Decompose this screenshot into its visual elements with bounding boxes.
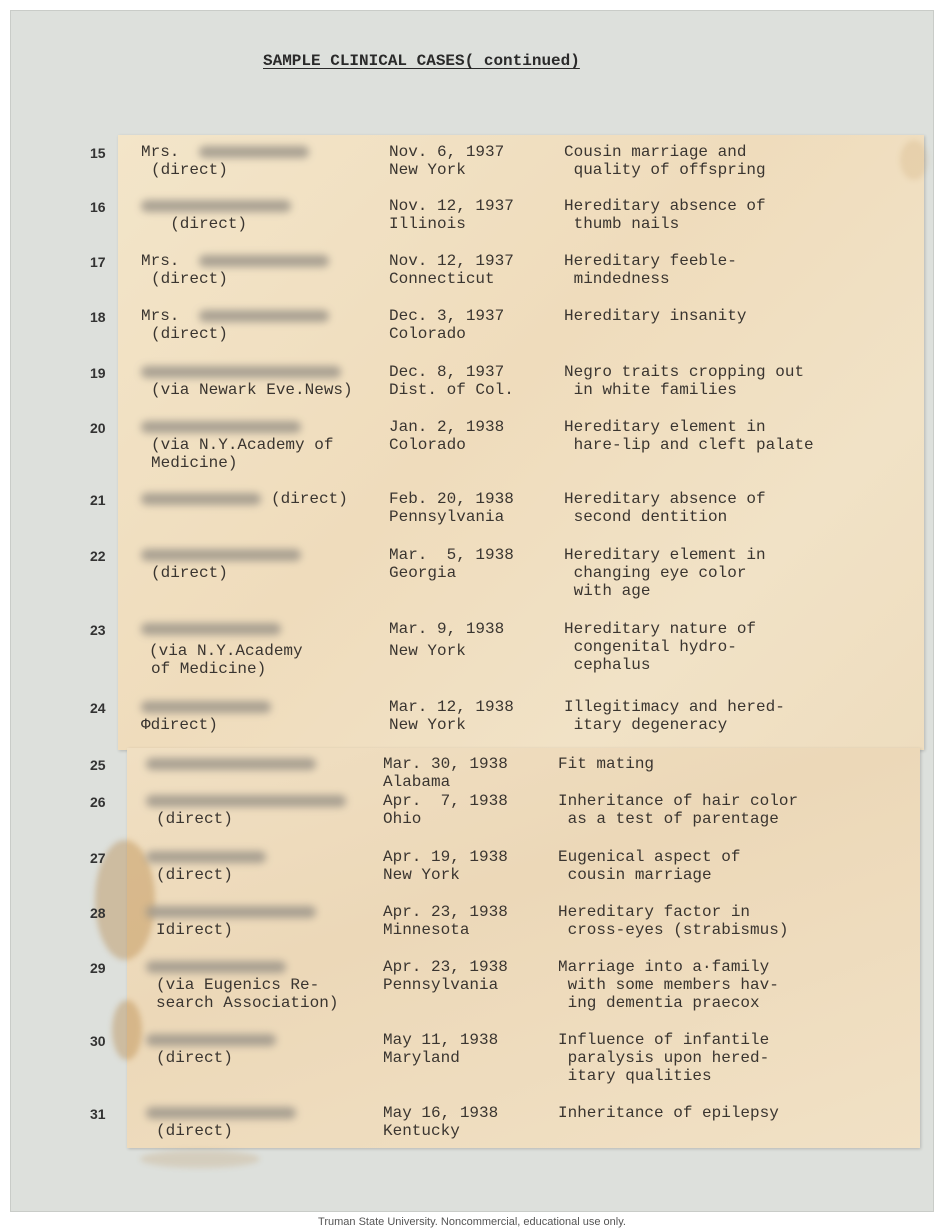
redacted-name — [146, 758, 316, 770]
case-location: New York — [389, 161, 466, 179]
case-location: Connecticut — [389, 270, 495, 288]
redacted-name — [146, 795, 346, 807]
case-subject-line: mindedness — [564, 270, 670, 288]
case-location: Dist. of Col. — [389, 381, 514, 399]
case-subject-line: Inheritance of epilepsy — [558, 1104, 779, 1122]
case-number: 29 — [90, 960, 106, 976]
case-location: New York — [389, 642, 466, 660]
case-location: Maryland — [383, 1049, 460, 1067]
case-subject-line: with some members hav- — [558, 976, 779, 994]
redacted-name — [146, 906, 316, 918]
referral-source: (direct) — [151, 270, 228, 288]
referral-source-cont: search Association) — [156, 994, 339, 1012]
name-prefix: Mrs. — [141, 307, 180, 325]
case-subject-line: Inheritance of hair color — [558, 792, 799, 810]
case-location: Alabama — [383, 773, 451, 791]
referral-source: (direct) — [151, 215, 248, 233]
case-subject-line: Hereditary factor in — [558, 903, 751, 921]
case-subject-line: Hereditary absence of — [564, 197, 766, 215]
case-date: Nov. 12, 1937 — [389, 197, 514, 215]
case-subject-line: cousin marriage — [558, 866, 712, 884]
case-date: Dec. 8, 1937 — [389, 363, 505, 381]
case-location: Ohio — [383, 810, 422, 828]
case-location: Colorado — [389, 436, 466, 454]
case-date: May 11, 1938 — [383, 1031, 499, 1049]
case-subject-line: Hereditary absence of — [564, 490, 766, 508]
name-prefix: Mrs. — [141, 252, 180, 270]
case-subject-line: changing eye color — [564, 564, 747, 582]
case-subject-line: itary degeneracy — [564, 716, 728, 734]
case-date: Mar. 12, 1938 — [389, 698, 514, 716]
case-date: Apr. 23, 1938 — [383, 958, 508, 976]
case-subject-line: Illegitimacy and hered- — [564, 698, 785, 716]
referral-source-cont: of Medicine) — [151, 660, 267, 678]
referral-source: (direct) — [151, 564, 228, 582]
referral-source: Idirect) — [156, 921, 233, 939]
page-title: SAMPLE CLINICAL CASES( continued) — [263, 52, 580, 70]
case-number: 31 — [90, 1106, 106, 1122]
case-number: 21 — [90, 492, 106, 508]
case-subject-line: cross-eyes (strabismus) — [558, 921, 789, 939]
case-number: 25 — [90, 757, 106, 773]
case-number: 23 — [90, 622, 106, 638]
case-number: 19 — [90, 365, 106, 381]
case-date: Dec. 3, 1937 — [389, 307, 505, 325]
copyright-credit: Truman State University. Noncommercial, educational use only. — [318, 1216, 626, 1228]
case-subject-line: Hereditary feeble- — [564, 252, 737, 270]
redacted-name — [141, 200, 291, 212]
case-location: Pennsylvania — [389, 508, 505, 526]
case-location: Georgia — [389, 564, 457, 582]
referral-source: (via N.Y.Academy — [149, 642, 303, 660]
case-subject-line: Hereditary element in — [564, 546, 766, 564]
case-date: Mar. 5, 1938 — [389, 546, 514, 564]
case-number: 30 — [90, 1033, 106, 1049]
redacted-name — [146, 961, 286, 973]
case-number: 24 — [90, 700, 106, 716]
case-location: Pennsylvania — [383, 976, 499, 994]
case-date: Jan. 2, 1938 — [389, 418, 505, 436]
name-prefix: Mrs. — [141, 143, 180, 161]
case-number: 28 — [90, 905, 106, 921]
redacted-name — [146, 851, 266, 863]
case-subject-line: in white families — [564, 381, 737, 399]
case-number: 17 — [90, 254, 106, 270]
redacted-name — [146, 1034, 276, 1046]
redacted-name — [199, 255, 329, 267]
case-subject-line: quality of offspring — [564, 161, 766, 179]
case-number: 22 — [90, 548, 106, 564]
case-subject-line: with age — [564, 582, 651, 600]
redacted-name — [141, 493, 261, 505]
referral-source: (direct) — [151, 161, 228, 179]
stain-mark — [140, 1150, 260, 1168]
case-subject-line: Cousin marriage and — [564, 143, 747, 161]
case-subject-line: Influence of infantile — [558, 1031, 770, 1049]
referral-source: (via N.Y.Academy of — [151, 436, 334, 454]
case-subject-line: Eugenical aspect of — [558, 848, 741, 866]
case-number: 27 — [90, 850, 106, 866]
referral-source: (direct) — [156, 1122, 233, 1140]
case-subject-line: Marriage into a·family — [558, 958, 770, 976]
case-subject-line: ing dementia praecox — [558, 994, 760, 1012]
case-date: Apr. 23, 1938 — [383, 903, 508, 921]
referral-source: Фdirect) — [141, 716, 218, 734]
case-location: New York — [389, 716, 466, 734]
referral-source: (direct) — [156, 1049, 233, 1067]
stain-mark — [112, 1000, 142, 1060]
case-number: 26 — [90, 794, 106, 810]
referral-source: (direct) — [156, 810, 233, 828]
redacted-name — [141, 701, 271, 713]
referral-source: (direct) — [151, 325, 228, 343]
case-number: 15 — [90, 145, 106, 161]
case-number: 16 — [90, 199, 106, 215]
case-date: Mar. 9, 1938 — [389, 620, 505, 638]
redacted-name — [141, 421, 301, 433]
case-location: Illinois — [389, 215, 466, 233]
case-date: Nov. 6, 1937 — [389, 143, 505, 161]
case-subject-line: hare-lip and cleft palate — [564, 436, 814, 454]
paper-sheet-lower — [127, 748, 920, 1148]
stain-mark — [900, 140, 928, 180]
redacted-name — [141, 549, 301, 561]
redacted-name — [141, 623, 281, 635]
redacted-name — [146, 1107, 296, 1119]
redacted-name — [141, 366, 341, 378]
case-number: 20 — [90, 420, 106, 436]
redacted-name — [199, 310, 329, 322]
case-subject-line: Hereditary insanity — [564, 307, 747, 325]
case-subject-line: cephalus — [564, 656, 651, 674]
referral-source-cont: Medicine) — [151, 454, 238, 472]
case-location: Minnesota — [383, 921, 470, 939]
case-subject-line: as a test of parentage — [558, 810, 779, 828]
case-subject-line: thumb nails — [564, 215, 680, 233]
case-date: Apr. 19, 1938 — [383, 848, 508, 866]
referral-source: (via Eugenics Re- — [156, 976, 320, 994]
case-date: Nov. 12, 1937 — [389, 252, 514, 270]
case-number: 18 — [90, 309, 106, 325]
referral-source: (via Newark Eve.News) — [151, 381, 353, 399]
referral-source: (direct) — [156, 866, 233, 884]
case-subject-line: congenital hydro- — [564, 638, 737, 656]
case-date: Apr. 7, 1938 — [383, 792, 508, 810]
case-subject-line: Hereditary element in — [564, 418, 766, 436]
case-date: Feb. 20, 1938 — [389, 490, 514, 508]
referral-source: (direct) — [271, 490, 348, 508]
case-subject-line: Negro traits cropping out — [564, 363, 805, 381]
case-subject-line: paralysis upon hered- — [558, 1049, 770, 1067]
case-date: Mar. 30, 1938 — [383, 755, 508, 773]
case-subject-line: Hereditary nature of — [564, 620, 757, 638]
redacted-name — [199, 146, 309, 158]
case-location: Kentucky — [383, 1122, 460, 1140]
case-subject-line: itary qualities — [558, 1067, 712, 1085]
case-location: Colorado — [389, 325, 466, 343]
case-subject-line: second dentition — [564, 508, 728, 526]
case-date: May 16, 1938 — [383, 1104, 499, 1122]
case-subject-line: Fit mating — [558, 755, 655, 773]
case-location: New York — [383, 866, 460, 884]
